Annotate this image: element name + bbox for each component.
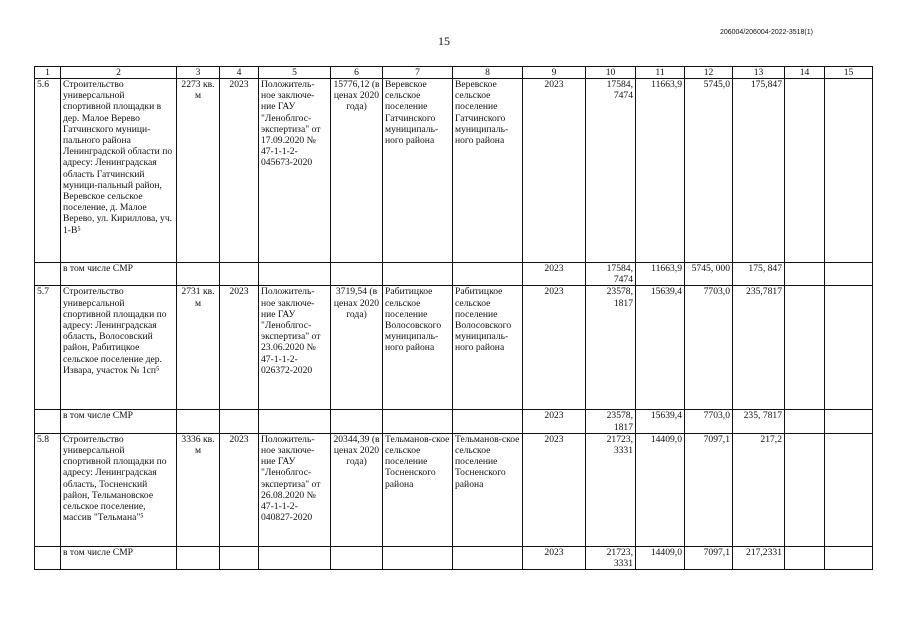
- table-subrow-smr: [35, 546, 873, 569]
- cell-regional-funding: 7703,0: [685, 410, 733, 433]
- cell-customer: Веревское сельское поселение Гатчинского муниципаль-ного района: [383, 79, 453, 263]
- cell-column-15: [825, 263, 873, 286]
- cell-capacity: 2731 кв. м: [177, 286, 220, 410]
- cell-item-number: [35, 410, 61, 433]
- column-number-8: 8: [453, 67, 523, 79]
- cell-expert-conclusion: [259, 263, 331, 286]
- cell-capacity: 2273 кв. м: [177, 79, 220, 263]
- cell-regional-funding: 7703,0: [685, 286, 733, 410]
- cell-object-name: в том числе СМР: [61, 263, 177, 286]
- cell-object-name: в том числе СМР: [61, 546, 177, 569]
- cell-year: 2023: [220, 286, 259, 410]
- cell-financing-year: 2023: [523, 263, 586, 286]
- table-row: [35, 79, 873, 263]
- cell-customer: [383, 546, 453, 569]
- cell-customer: [383, 263, 453, 286]
- cell-estimated-cost: [331, 263, 383, 286]
- cell-local-funding: 217,2: [733, 433, 785, 546]
- cell-column-15: [825, 79, 873, 263]
- column-number-10: 10: [586, 67, 636, 79]
- cell-developer: [453, 546, 523, 569]
- cell-regional-funding: 7097,1: [685, 433, 733, 546]
- cell-item-number: 5.6: [35, 79, 61, 263]
- cell-developer: [453, 410, 523, 433]
- cell-regional-funding: 5745, 000: [685, 263, 733, 286]
- cell-federal-funding: 15639,4: [636, 286, 685, 410]
- cell-year: [220, 263, 259, 286]
- cell-regional-funding: 7097,1: [685, 546, 733, 569]
- cell-year: 2023: [220, 79, 259, 263]
- cell-column-14: [785, 79, 825, 263]
- cell-total-funding: 21723, 3331: [586, 433, 636, 546]
- column-number-7: 7: [383, 67, 453, 79]
- column-number-3: 3: [177, 67, 220, 79]
- column-number-9: 9: [523, 67, 586, 79]
- cell-item-number: 5.7: [35, 286, 61, 410]
- cell-financing-year: 2023: [523, 286, 586, 410]
- cell-local-funding: 175,847: [733, 79, 785, 263]
- cell-year: [220, 410, 259, 433]
- cell-customer: Рабитицкое сельское поселение Волосовского муниципаль-ного района: [383, 286, 453, 410]
- cell-year: [220, 546, 259, 569]
- cell-developer: Рабитицкое сельское поселение Волосовского муниципаль-ного района: [453, 286, 523, 410]
- column-number-15: 15: [825, 67, 873, 79]
- cell-column-14: [785, 286, 825, 410]
- cell-customer: [383, 410, 453, 433]
- cell-capacity: [177, 410, 220, 433]
- column-number-2: 2: [61, 67, 177, 79]
- cell-total-funding: 23578, 1817: [586, 410, 636, 433]
- cell-item-number: [35, 263, 61, 286]
- cell-object-name: Строительство универсальной спортивной площадки по адресу: Ленинградская область, Тосненский район, Тельмановское сельское поселение, массив "Тельмана"⁵: [61, 433, 177, 546]
- cell-column-15: [825, 433, 873, 546]
- cell-financing-year: 2023: [523, 79, 586, 263]
- column-number-1: 1: [35, 67, 61, 79]
- column-number-13: 13: [733, 67, 785, 79]
- cell-object-name: Строительство универсальной спортивной площадки по адресу: Ленинградская область, Волосовский район, Рабитицкое сельское поселение дер. Извара, участок № 1сп⁵: [61, 286, 177, 410]
- cell-column-14: [785, 263, 825, 286]
- cell-developer: [453, 263, 523, 286]
- cell-local-funding: 217,2331: [733, 546, 785, 569]
- cell-federal-funding: 14409,0: [636, 433, 685, 546]
- column-number-11: 11: [636, 67, 685, 79]
- column-number-5: 5: [259, 67, 331, 79]
- cell-estimated-cost: [331, 546, 383, 569]
- page-number: 15: [438, 34, 450, 48]
- cell-federal-funding: 11663,9: [636, 263, 685, 286]
- cell-local-funding: 235, 7817: [733, 410, 785, 433]
- cell-total-funding: 23578, 1817: [586, 286, 636, 410]
- column-number-row: [35, 67, 873, 79]
- cell-customer: Тельманов-ское сельское поселение Тосненского района: [383, 433, 453, 546]
- cell-estimated-cost: [331, 410, 383, 433]
- cell-year: 2023: [220, 433, 259, 546]
- table-row: [35, 433, 873, 546]
- cell-item-number: 5.8: [35, 433, 61, 546]
- column-number-12: 12: [685, 67, 733, 79]
- cell-estimated-cost: 15776,12 (в ценах 2020 года): [331, 79, 383, 263]
- cell-regional-funding: 5745,0: [685, 79, 733, 263]
- cell-local-funding: 235,7817: [733, 286, 785, 410]
- cell-expert-conclusion: Положитель-ное заключе-ние ГАУ "Леноблгос-экспертиза" от 23.06.2020 № 47-1-1-2-026372-2020: [259, 286, 331, 410]
- column-number-6: 6: [331, 67, 383, 79]
- cell-object-name: в том числе СМР: [61, 410, 177, 433]
- column-number-4: 4: [220, 67, 259, 79]
- cell-total-funding: 17584, 7474: [586, 263, 636, 286]
- cell-financing-year: 2023: [523, 433, 586, 546]
- cell-capacity: 3336 кв. м: [177, 433, 220, 546]
- cell-column-15: [825, 546, 873, 569]
- table-subrow-smr: [35, 263, 873, 286]
- cell-federal-funding: 11663,9: [636, 79, 685, 263]
- cell-estimated-cost: 3719,54 (в ценах 2020 года): [331, 286, 383, 410]
- cell-financing-year: 2023: [523, 410, 586, 433]
- cell-column-15: [825, 410, 873, 433]
- cell-federal-funding: 15639,4: [636, 410, 685, 433]
- cell-total-funding: 21723, 3331: [586, 546, 636, 569]
- cell-object-name: Строительство универсальной спортивной площадки в дер. Малое Верево Гатчинского муници-пального района Ленинградской области по адресу: Ленинградская область Гатчинский муници-пальный район, Веревское сельское поселение, д. Малое Верево, ул. Кириллова, уч. 1-В⁵: [61, 79, 177, 263]
- cell-item-number: [35, 546, 61, 569]
- cell-developer: Веревское сельское поселение Гатчинского муниципаль-ного района: [453, 79, 523, 263]
- cell-expert-conclusion: Положитель-ное заключе-ние ГАУ "Леноблгос-экспертиза" от 17.09.2020 № 47-1-1-2-045673-2020: [259, 79, 331, 263]
- cell-capacity: [177, 546, 220, 569]
- cell-column-14: [785, 433, 825, 546]
- program-table: [34, 66, 873, 570]
- cell-capacity: [177, 263, 220, 286]
- cell-estimated-cost: 20344,39 (в ценах 2020 года): [331, 433, 383, 546]
- cell-column-15: [825, 286, 873, 410]
- cell-expert-conclusion: [259, 410, 331, 433]
- cell-financing-year: 2023: [523, 546, 586, 569]
- cell-expert-conclusion: Положитель-ное заключе-ние ГАУ "Леноблгос-экспертиза" от 26.08.2020 № 47-1-1-2-040827-2020: [259, 433, 331, 546]
- table-row: [35, 286, 873, 410]
- cell-local-funding: 175, 847: [733, 263, 785, 286]
- cell-expert-conclusion: [259, 546, 331, 569]
- cell-developer: Тельманов-ское сельское поселение Тосненского района: [453, 433, 523, 546]
- table-subrow-smr: [35, 410, 873, 433]
- cell-total-funding: 17584, 7474: [586, 79, 636, 263]
- cell-federal-funding: 14409,0: [636, 546, 685, 569]
- cell-column-14: [785, 546, 825, 569]
- column-number-14: 14: [785, 67, 825, 79]
- cell-column-14: [785, 410, 825, 433]
- document-id: 206004/206004-2022-3518(1): [719, 29, 813, 36]
